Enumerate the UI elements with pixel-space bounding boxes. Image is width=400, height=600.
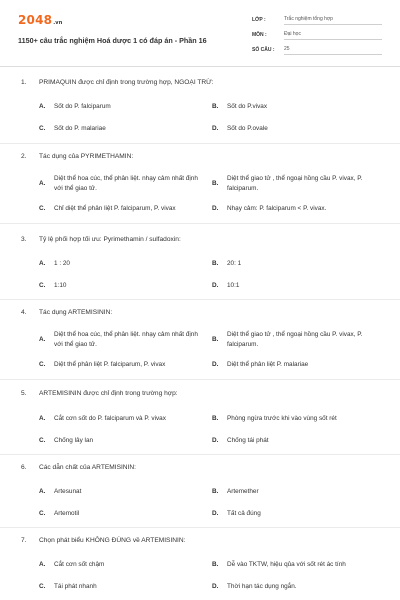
meta-value: Đại học xyxy=(284,29,382,40)
option-text: Diệt thể hoa cúc, thể phân liệt. nhạy cảm nhất định với thể giao tử. xyxy=(54,175,198,192)
option-text: Thời hạn tác dụng ngắn. xyxy=(227,583,297,590)
question-number: 2. xyxy=(21,153,27,160)
option-d[interactable] xyxy=(212,124,382,134)
option-letter: D. xyxy=(212,205,219,213)
question-number: 1. xyxy=(21,79,27,86)
option-letter: B. xyxy=(212,260,219,268)
option-letter: B. xyxy=(212,415,219,423)
option-letter: C. xyxy=(39,205,46,213)
option-b[interactable] xyxy=(212,560,382,570)
question-stem: Chọn phát biểu KHÔNG ĐÚNG về ARTEMISININ: xyxy=(39,537,186,544)
option-letter: B. xyxy=(212,336,219,343)
question-stem: Tác dụng ARTEMISININ: xyxy=(39,309,113,316)
question-text xyxy=(21,79,214,86)
logo-domain: .vn xyxy=(53,20,63,26)
option-c[interactable] xyxy=(39,360,204,370)
option-b[interactable] xyxy=(212,102,382,112)
option-text: Sốt do P.vivax xyxy=(227,103,268,110)
option-letter: C. xyxy=(39,583,46,591)
option-c[interactable] xyxy=(39,509,204,519)
header-divider xyxy=(0,66,400,67)
option-b[interactable] xyxy=(212,259,382,269)
option-letter: A. xyxy=(39,415,46,423)
option-text: 20: 1 xyxy=(227,260,242,267)
option-text: 1 : 20 xyxy=(54,260,70,267)
question-stem: Tác dụng của PYRIMETHAMIN: xyxy=(39,153,134,160)
option-letter: A. xyxy=(39,336,46,343)
document-header xyxy=(0,0,400,66)
meta-value: Trắc nghiệm tổng hợp xyxy=(284,14,382,25)
option-a[interactable] xyxy=(39,174,204,193)
option-text: 10:1 xyxy=(227,282,240,289)
option-text: Diệt thể phân liệt P. malariae xyxy=(227,361,309,368)
option-letter: B. xyxy=(212,488,219,496)
option-text: Artesunat xyxy=(54,488,82,495)
question-number: 3. xyxy=(21,236,27,243)
question-stem: ARTEMISININ được chỉ định trong trường hợp: xyxy=(39,390,178,397)
option-letter: B. xyxy=(212,180,219,187)
option-text: Tái phát nhanh xyxy=(54,583,97,590)
option-letter: D. xyxy=(212,361,219,369)
option-text: Cắt cơn sốt do P. falciparum và P. vivax xyxy=(54,415,166,422)
option-letter: C. xyxy=(39,282,46,290)
option-c[interactable] xyxy=(39,281,204,291)
meta-key: LỚP : xyxy=(252,16,266,23)
option-d[interactable] xyxy=(212,281,382,291)
question-text xyxy=(21,464,136,471)
option-letter: C. xyxy=(39,125,46,133)
meta-key: SỐ CÂU : xyxy=(252,46,275,53)
question-separator xyxy=(0,143,400,144)
option-d[interactable] xyxy=(212,204,382,214)
meta-row-count xyxy=(252,42,382,57)
option-text: Diệt thể hoa cúc, thể phân liệt. nhạy cảm nhất định với thể giao tử. xyxy=(54,331,198,348)
option-a[interactable] xyxy=(39,414,204,424)
meta-row-subject xyxy=(252,27,382,42)
option-letter: B. xyxy=(212,103,219,111)
option-c[interactable] xyxy=(39,124,204,134)
option-text: Chống lây lan xyxy=(54,437,94,444)
document-title: 1150+ câu trắc nghiệm Hoá dược 1 có đáp án - Phần 16 xyxy=(18,36,207,45)
option-a[interactable] xyxy=(39,487,204,497)
option-letter: C. xyxy=(39,510,46,518)
question-text xyxy=(21,309,112,316)
option-c[interactable] xyxy=(39,436,204,446)
question-number: 6. xyxy=(21,464,27,471)
option-text: Sốt do P. falciparum xyxy=(54,103,111,110)
option-text: Chống tái phát xyxy=(227,437,269,444)
option-letter: C. xyxy=(39,437,46,445)
option-text: Tất cả đúng xyxy=(227,510,261,517)
option-letter: D. xyxy=(212,583,219,591)
option-letter: D. xyxy=(212,282,219,290)
option-b[interactable] xyxy=(212,330,382,349)
question-text xyxy=(21,236,181,243)
option-a[interactable] xyxy=(39,560,204,570)
option-a[interactable] xyxy=(39,330,204,349)
option-letter: D. xyxy=(212,510,219,518)
question-number: 4. xyxy=(21,309,27,316)
option-text: Cắt cơn sốt chậm xyxy=(54,561,105,568)
question-separator xyxy=(0,223,400,224)
question-separator xyxy=(0,527,400,528)
option-letter: A. xyxy=(39,260,46,268)
question-stem: PRIMAQUIN được chỉ định trong trường hợp, NGOẠI TRỪ: xyxy=(39,79,214,86)
option-b[interactable] xyxy=(212,174,382,193)
option-b[interactable] xyxy=(212,414,382,424)
option-letter: C. xyxy=(39,361,46,369)
option-letter: A. xyxy=(39,561,46,569)
site-logo[interactable] xyxy=(18,13,63,27)
question-stem: Tỷ lệ phối hợp tối ưu: Pyrimethamin / sulfadoxin: xyxy=(39,236,181,243)
option-text: Sốt do P. malariae xyxy=(54,125,106,132)
option-text: Diệt thể giao tử , thể ngoại hồng cầu P. vivax, P. falciparum. xyxy=(227,175,363,192)
question-separator xyxy=(0,454,400,455)
question-text xyxy=(21,537,185,544)
question-stem: Các dẫn chất của ARTEMISININ: xyxy=(39,464,136,471)
option-text: Artemotil xyxy=(54,510,80,517)
option-text: Phòng ngừa trước khi vào vùng sốt rét xyxy=(227,415,337,422)
question-text xyxy=(21,153,133,160)
option-d[interactable] xyxy=(212,436,382,446)
question-separator xyxy=(0,299,400,300)
option-letter: B. xyxy=(212,561,219,569)
option-d[interactable] xyxy=(212,582,382,592)
option-a[interactable] xyxy=(39,259,204,269)
option-a[interactable] xyxy=(39,102,204,112)
option-letter: A. xyxy=(39,488,46,496)
option-text: Diệt thể phân liệt P. falciparum, P. vivax xyxy=(54,361,166,368)
question-number: 5. xyxy=(21,390,27,397)
meta-row-class xyxy=(252,12,382,27)
option-text: Diệt thể giao tử , thể ngoại hồng cầu P. vivax, P. falciparum. xyxy=(227,331,363,348)
question-separator xyxy=(0,379,400,380)
option-letter: D. xyxy=(212,437,219,445)
logo-number: 2048 xyxy=(18,13,53,27)
question-text xyxy=(21,390,178,397)
option-text: Sốt do P.ovale xyxy=(227,125,268,132)
option-text: Chỉ diệt thể phân liệt P. falciparum, P. vivax xyxy=(54,205,176,212)
option-text: 1:10 xyxy=(54,282,67,289)
question-number: 7. xyxy=(21,537,27,544)
document-meta xyxy=(252,12,382,57)
option-letter: D. xyxy=(212,125,219,133)
option-c[interactable] xyxy=(39,204,204,214)
option-text: Dễ vào TKTW, hiệu qủa với sốt rét ác tính xyxy=(227,561,346,568)
option-text: Artemether xyxy=(227,488,259,495)
option-d[interactable] xyxy=(212,509,382,519)
option-text: Nhạy cảm: P. falciparum < P. vivax. xyxy=(227,205,327,212)
option-d[interactable] xyxy=(212,360,382,370)
option-letter: A. xyxy=(39,103,46,111)
meta-key: MÔN : xyxy=(252,31,267,38)
option-c[interactable] xyxy=(39,582,204,592)
option-b[interactable] xyxy=(212,487,382,497)
meta-value: 25 xyxy=(284,44,382,55)
option-letter: A. xyxy=(39,180,46,187)
